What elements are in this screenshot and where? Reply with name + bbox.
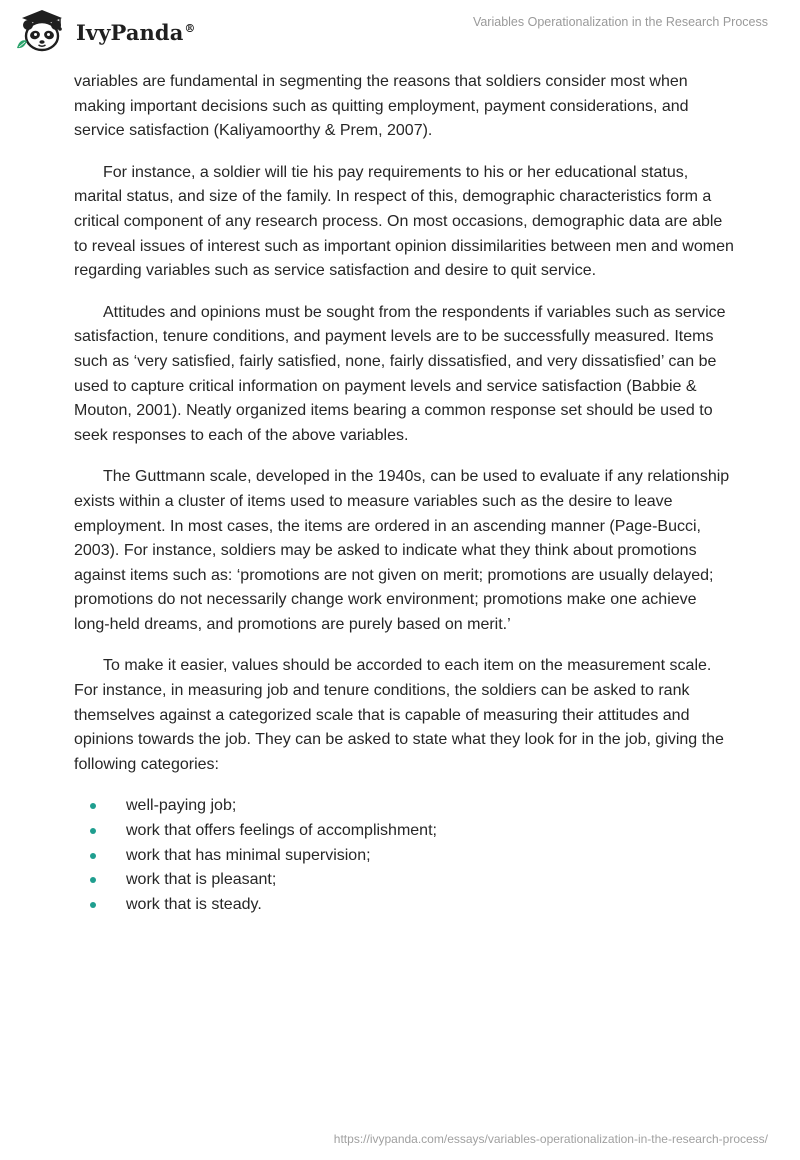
list-item-text: work that is steady. [126, 895, 262, 913]
job-categories-list [74, 794, 734, 917]
list-item [74, 819, 734, 844]
bullet-dot-icon [90, 902, 96, 908]
paragraph-1: variables are fundamental in segmenting the reasons that soldiers consider most when making important decisions such as quitting employment, payment considerations, and service satisfaction (Kaliyamoorthy & Prem, 2007). [74, 73, 689, 140]
page-header [0, 0, 800, 60]
document-title: Variables Operationalization in the Research Process [472, 15, 768, 29]
panda-graduate-logo-icon [14, 8, 72, 54]
registered-mark: ® [184, 21, 196, 35]
list-item [74, 868, 734, 893]
essay-body [74, 70, 734, 917]
paragraph-2: For instance, a soldier will tie his pay requirements to his or her educational status, marital status, and size of the family. In respect of this, demographic characteristics form a critical component of any research process. On most occasions, demographic data are able to reveal issues of interest such as important opinion dissimilarities between men and women regarding variables such as service satisfaction and desire to quit service. [74, 163, 734, 280]
bullet-dot-icon [90, 828, 96, 834]
bullet-dot-icon [90, 803, 96, 809]
paragraph-5: To make it easier, values should be accorded to each item on the measurement scale. For instance, in measuring job and tenure conditions, the soldiers can be asked to rank themselves against a categorized scale that is capable of measuring their attitudes and opinions towards the job. They can be asked to state what they look for in the job, giving the following categories: [74, 657, 724, 773]
list-item [74, 794, 734, 819]
list-item [74, 844, 734, 869]
list-item [74, 893, 734, 918]
list-item-text: well-paying job; [126, 797, 237, 815]
paragraph-3: Attitudes and opinions must be sought from the respondents if variables such as service satisfaction, tenure conditions, and payment levels are to be successfully measured. Items such as ‘very satisfied, fairly satisfied, none, fairly dissatisfied, and very dissatisfied’ can be used to capture critical information on payment levels and service satisfaction (Babbie & Mouton, 2001). Neatly organized items bearing a common response set should be used to seek responses to each of the above variables. [74, 303, 726, 444]
list-item-text: work that offers feelings of accomplishment; [126, 822, 437, 840]
brand-name: IvyPanda [76, 19, 184, 45]
logo-wordmark [76, 20, 196, 45]
list-item-text: work that is pleasant; [126, 871, 277, 889]
paragraph-4: The Guttmann scale, developed in the 1940s, can be used to evaluate if any relationship exists within a cluster of items used to measure variables such as the desire to leave employment. In most cases, the items are ordered in an ascending manner (Page-Bucci, 2003). For instance, soldiers may be asked to indicate what they think about promotions against items such as: ‘promotions are not given on merit; promotions are usually delayed; promotions do not necessarily change work environment; promotions make one achieve long-held dreams, and promotions are purely based on merit.’ [74, 468, 730, 633]
source-url-link[interactable]: https://ivypanda.com/essays/variables-operationalization-in-the-research-process/ [333, 1132, 768, 1146]
bullet-dot-icon [90, 877, 96, 883]
ivypanda-logo[interactable] [14, 8, 196, 54]
list-item-text: work that has minimal supervision; [126, 846, 371, 864]
bullet-dot-icon [90, 853, 96, 859]
